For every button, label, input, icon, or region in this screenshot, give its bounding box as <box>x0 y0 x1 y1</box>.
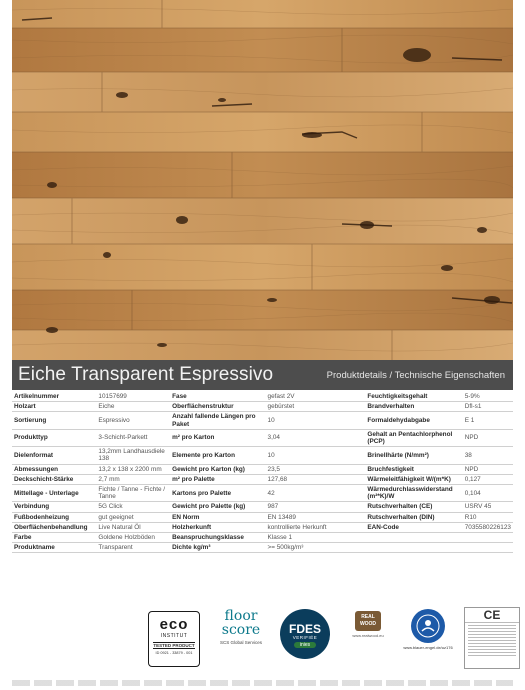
spec-value: USRV 45 <box>463 502 513 512</box>
eco-logo-word: eco <box>159 616 189 633</box>
spec-value: E 1 <box>463 412 513 429</box>
real-wood-line1: REAL <box>361 614 375 620</box>
spec-row <box>12 402 513 412</box>
spec-value: 38 <box>463 447 513 464</box>
blauer-engel-emblem-icon <box>411 609 445 643</box>
spec-value <box>463 533 513 543</box>
eco-logo-id: ID 0921 - 33879 - 001 <box>155 651 193 655</box>
spec-label: Holzart <box>12 402 96 412</box>
spec-row <box>12 512 513 522</box>
floorscore-logo <box>216 609 266 665</box>
spec-label: Sortierung <box>12 412 96 429</box>
spec-label: EAN-Code <box>365 522 462 532</box>
spec-label: Fase <box>170 392 265 402</box>
spec-label: m² pro Karton <box>170 429 265 446</box>
fdes-logo <box>280 609 330 659</box>
spec-label: Artikelnummer <box>12 392 96 402</box>
spec-row <box>12 522 513 532</box>
spec-label: Abmessungen <box>12 464 96 474</box>
spec-value: NPD <box>463 429 513 446</box>
spec-row <box>12 502 513 512</box>
real-wood-site: www.realwood.eu <box>352 633 384 638</box>
spec-label <box>365 533 462 543</box>
floorscore-word1: floor <box>224 608 258 624</box>
spec-label: Feuchtigkeitsgehalt <box>365 392 462 402</box>
spec-row <box>12 412 513 429</box>
spec-label: Elemente pro Karton <box>170 447 265 464</box>
spec-label: Brinellhärte (N/mm²) <box>365 447 462 464</box>
spec-value: 13,2 x 138 x 2200 mm <box>96 464 170 474</box>
spec-row <box>12 464 513 474</box>
spec-value: R10 <box>463 512 513 522</box>
spec-label <box>365 543 462 553</box>
spec-label: Gewicht pro Palette (kg) <box>170 502 265 512</box>
spec-value: 7035580226123 <box>463 522 513 532</box>
spec-label: Dichte kg/m³ <box>170 543 265 553</box>
spec-label: EN Norm <box>170 512 265 522</box>
real-wood-badge <box>355 611 381 631</box>
spec-label: Bruchfestigkeit <box>365 464 462 474</box>
fdes-verified: VERIFIÉE <box>292 635 318 640</box>
spec-label: Farbe <box>12 533 96 543</box>
product-title-bar <box>12 360 513 390</box>
spec-label: Deckschicht-Stärke <box>12 474 96 484</box>
spec-value: >= 500kg/m³ <box>266 543 366 553</box>
spec-label: m² pro Palette <box>170 474 265 484</box>
spec-label: Rutschverhalten (DIN) <box>365 512 462 522</box>
spec-value: gut geeignet <box>96 512 170 522</box>
eco-logo-tested: TESTED PRODUCT <box>153 643 195 648</box>
fdes-badge: inies <box>294 642 316 648</box>
spec-label: Produktname <box>12 543 96 553</box>
spec-value: 5-9% <box>463 392 513 402</box>
spec-label: Anzahl fallende Längen pro Paket <box>170 412 265 429</box>
footer-fineprint <box>12 680 513 686</box>
product-image-oak-floor <box>12 0 513 360</box>
certification-logos <box>140 607 525 669</box>
spec-label: Beanspruchungsklasse <box>170 533 265 543</box>
spec-value: EN 13489 <box>266 512 366 522</box>
spec-label: Wärmeleitfähigkeit W/(m*K) <box>365 474 462 484</box>
blauer-engel-site: www.blauer-engel.de/uz176 <box>403 645 453 650</box>
ce-mark: CE <box>465 608 519 623</box>
spec-value: Espressivo <box>96 412 170 429</box>
spec-value: 3-Schicht-Parkett <box>96 429 170 446</box>
spec-value: 5G Click <box>96 502 170 512</box>
product-title: Eiche Transparent Espressivo <box>18 364 274 385</box>
spec-label: Verbindung <box>12 502 96 512</box>
spec-value <box>463 543 513 553</box>
section-subtitle: Produktdetails / Technische Eigenschaften <box>326 369 505 381</box>
ce-declaration-label <box>464 607 520 669</box>
spec-label: Brandverhalten <box>365 402 462 412</box>
floorscore-sub: SCS Global Services <box>219 640 263 645</box>
spec-label: Produkttyp <box>12 429 96 446</box>
spec-row <box>12 392 513 402</box>
spec-value: Klasse 1 <box>266 533 366 543</box>
spec-row <box>12 474 513 484</box>
spec-value: Dfl-s1 <box>463 402 513 412</box>
spec-label: Formaldehydabgabe <box>365 412 462 429</box>
spec-row <box>12 447 513 464</box>
spec-label: Oberflächenstruktur <box>170 402 265 412</box>
spec-row <box>12 429 513 446</box>
spec-label: Kartons pro Palette <box>170 485 265 502</box>
spec-value: 23,5 <box>266 464 366 474</box>
spec-value: Goldene Holzböden <box>96 533 170 543</box>
spec-value: 127,68 <box>266 474 366 484</box>
spec-value: 3,04 <box>266 429 366 446</box>
eco-institut-logo <box>148 611 200 667</box>
spec-value: Eiche <box>96 402 170 412</box>
real-wood-line2: WOOD <box>359 621 377 627</box>
spec-row <box>12 485 513 502</box>
spec-value: 10 <box>266 412 366 429</box>
spec-label: Mittellage - Unterlage <box>12 485 96 502</box>
spec-value: Transparent <box>96 543 170 553</box>
spec-value: Live Natural Öl <box>96 522 170 532</box>
spec-value: Fichte / Tanne - Fichte / Tanne <box>96 485 170 502</box>
spec-label: Wärmedurchlasswiderstand (m²*K)/W <box>365 485 462 502</box>
spec-label: Oberflächenbehandlung <box>12 522 96 532</box>
spec-value: kontrollierte Herkunft <box>266 522 366 532</box>
spec-value: 0,104 <box>463 485 513 502</box>
spec-row <box>12 533 513 543</box>
spec-label: Fußbodenheizung <box>12 512 96 522</box>
blauer-engel-logo <box>402 609 454 665</box>
spec-label: Rutschverhalten (CE) <box>365 502 462 512</box>
spec-value: 0,127 <box>463 474 513 484</box>
spec-row <box>12 543 513 553</box>
spec-label: Holzherkunft <box>170 522 265 532</box>
spec-value: gebürstet <box>266 402 366 412</box>
eco-logo-institut: INSTITUT <box>160 633 188 639</box>
floorscore-word2: score <box>221 622 261 638</box>
spec-label: Gehalt an Pentachlorphenol (PCP) <box>365 429 462 446</box>
spec-value: 2,7 mm <box>96 474 170 484</box>
spec-label: Gewicht pro Karton (kg) <box>170 464 265 474</box>
specifications-table <box>12 392 513 553</box>
spec-value: 987 <box>266 502 366 512</box>
spec-value: gefast 2V <box>266 392 366 402</box>
spec-value: 42 <box>266 485 366 502</box>
spec-value: 10157699 <box>96 392 170 402</box>
spec-label: Dielenformat <box>12 447 96 464</box>
spec-value: 13,2mm Landhausdiele 138 <box>96 447 170 464</box>
real-wood-logo <box>345 611 391 651</box>
spec-value: NPD <box>463 464 513 474</box>
fdes-title: FDES <box>288 622 321 636</box>
spec-value: 10 <box>266 447 366 464</box>
wood-planks-illustration <box>12 0 513 360</box>
